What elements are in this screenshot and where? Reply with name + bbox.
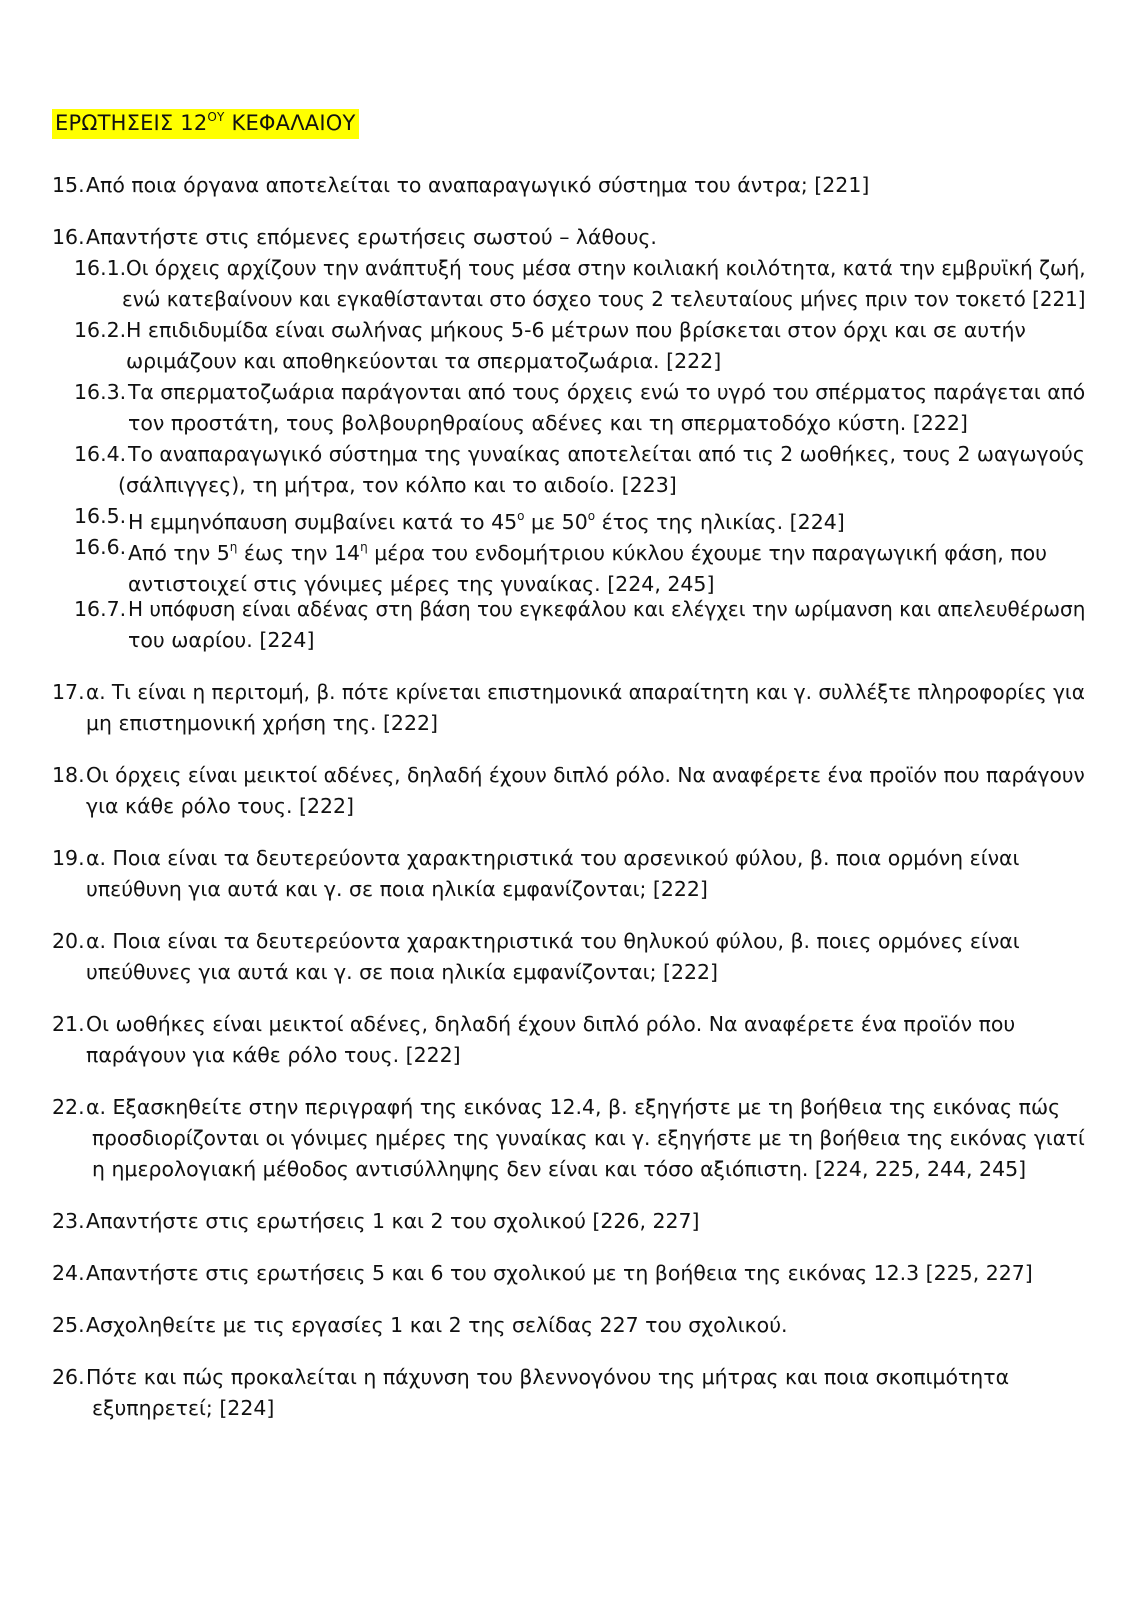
question-text: Απαντήστε στις ερωτήσεις 1 και 2 του σχολικού [226, 227]	[86, 1209, 700, 1233]
question-number: 16.	[52, 225, 85, 249]
question-text: α. Ποια είναι τα δευτερεύοντα χαρακτηριστικά του θηλυκού φύλου, β. ποιες ορμόνες είναι	[86, 929, 1020, 953]
subquestion-16-2	[74, 315, 1064, 377]
subquestion-number: 16.6.	[74, 535, 127, 559]
highlighted-title: ΕΡΩΤΗΣΕΙΣ $12^{O\Upsilon}$ ΚΕΦΑΛΑΙΟΥ	[52, 109, 359, 139]
question-text: Απαντήστε στις επόμενες ερωτήσεις σωστού – λάθους.	[86, 225, 657, 249]
question-text: προσδιορίζονται οι γόνιμες ημέρες της γυναίκας και γ. εξηγήστε με τη βοήθεια της εικόνας γιατί	[92, 1126, 1085, 1150]
question-text: α. Εξασκηθείτε στην περιγραφή της εικόνας 12.4, β. εξηγήστε με τη βοήθεια της εικόνας πώς	[86, 1095, 1061, 1119]
question-text: Από ποια όργανα αποτελείται το αναπαραγωγικό σύστημα του άντρα; [221]	[86, 173, 870, 197]
subquestion-line: Η επιδιδυμίδα είναι σωλήνας μήκους 5-6 μέτρων που βρίσκεται στον όρχι και σε αυτήν	[126, 318, 1026, 342]
question-text: Οι ωοθήκες είναι μεικτοί αδένες, δηλαδή έχουν διπλό ρόλο. Να αναφέρετε ένα προϊόν που	[86, 1012, 1016, 1036]
question-number: 19.	[52, 846, 85, 870]
question-number: 17.	[52, 680, 85, 704]
subquestion-line: του ωαρίου. [224]	[128, 628, 315, 652]
question-text: για κάθε ρόλο τους. [222]	[86, 794, 354, 818]
question-number: 25.	[52, 1313, 85, 1337]
subquestion-line: Το αναπαραγωγικό σύστημα της γυναίκας αποτελείται από τις 2 ωοθήκες, τους 2 ωαγωγούς	[128, 442, 1085, 466]
question-number: 24.	[52, 1261, 85, 1285]
question-25	[52, 1310, 1087, 1341]
question-text: Πότε και πώς προκαλείται η πάχυνση του βλεννογόνου της μήτρας και ποια σκοπιμότητα	[86, 1365, 1010, 1389]
subquestion-number: 16.2.	[74, 318, 127, 342]
subquestion-16-4	[74, 439, 1085, 501]
question-26	[52, 1362, 1087, 1424]
subquestion-16-6	[74, 532, 1064, 600]
subquestion-line: Οι όρχεις αρχίζουν την ανάπτυξή τους μέσα στην κοιλιακή κοιλότητα, κατά την εμβρυϊκή ζωή,	[126, 256, 1086, 280]
question-number: 18.	[52, 763, 85, 787]
question-text: υπεύθυνη για αυτά και γ. σε ποια ηλικία εμφανίζονται; [222]	[86, 877, 708, 901]
question-text: υπεύθυνες για αυτά και γ. σε ποια ηλικία εμφανίζονται; [222]	[86, 960, 719, 984]
subquestion-16-7	[74, 594, 1086, 656]
subquestion-line: τον προστάτη, τους βολβουρηθραίους αδένες και τη σπερματοδόχο κύστη. [222]	[128, 411, 968, 435]
question-text: Απαντήστε στις ερωτήσεις 5 και 6 του σχολικού με τη βοήθεια της εικόνας 12.3 [225, 227]	[86, 1261, 1033, 1285]
question-number: 20.	[52, 929, 85, 953]
question-23	[52, 1206, 1087, 1237]
question-text: α. Ποια είναι τα δευτερεύοντα χαρακτηριστικά του αρσενικού φύλου, β. ποια ορμόνη είναι	[86, 846, 1020, 870]
question-number: 15.	[52, 173, 85, 197]
subquestion-line: ωριμάζουν και αποθηκεύονται τα σπερματοζωάρια. [222]	[126, 349, 722, 373]
question-text: παράγουν για κάθε ρόλο τους. [222]	[86, 1043, 461, 1067]
subquestion-line: Τα σπερματοζωάρια παράγονται από τους όρχεις ενώ το υγρό του σπέρματος παράγεται από	[128, 380, 1086, 404]
subquestion-number: 16.1.	[74, 256, 127, 280]
question-text: εξυπηρετεί; [224]	[92, 1396, 275, 1420]
subquestion-number: 16.5.	[74, 504, 127, 528]
subquestion-line: Η υπόφυση είναι αδένας στη βάση του εγκεφάλου και ελέγχει την ωρίμανση και απελευθέρωση	[128, 597, 1086, 621]
question-text: α. Τι είναι η περιτομή, β. πότε κρίνεται επιστημονικά απαραίτητη και γ. συλλέξτε πληροφορίες για	[86, 680, 1085, 704]
question-21	[52, 1009, 1087, 1071]
subquestion-line: Από την $5^\eta$ έως την $14^\eta$ μέρα του ενδομήτριου κύκλου έχουμε την παραγωγική φάση, που	[128, 540, 1047, 565]
question-number: 26.	[52, 1365, 85, 1389]
subquestion-line: Η εμμηνόπαυση συμβαίνει κατά το $45^o$ με $50^o$ έτος της ηλικίας. [224]	[128, 509, 845, 534]
question-19	[52, 843, 1087, 905]
question-text: μη επιστημονική χρήση της. [222]	[86, 711, 438, 735]
question-16	[52, 222, 1087, 253]
page-title	[52, 110, 359, 135]
question-17	[52, 677, 1087, 739]
subquestion-number: 16.3.	[74, 380, 127, 404]
subquestion-line: ενώ κατεβαίνουν και εγκαθίστανται στο όσχεο τους 2 τελευταίους μήνες πριν τον τοκετό [221]	[122, 287, 1086, 311]
question-22	[52, 1092, 1087, 1185]
question-20	[52, 926, 1087, 988]
question-number: 21.	[52, 1012, 85, 1036]
subquestion-number: 16.7.	[74, 597, 127, 621]
question-text: Ασχοληθείτε με τις εργασίες 1 και 2 της σελίδας 227 του σχολικού.	[86, 1313, 788, 1337]
subquestion-line: (σάλπιγγες), τη μήτρα, τον κόλπο και το αιδοίο. [223]	[118, 473, 677, 497]
subquestion-line: αντιστοιχεί στις γόνιμες μέρες της γυναίκας. [224, 245]	[128, 572, 715, 596]
question-15	[52, 170, 1087, 201]
question-number: 22.	[52, 1095, 85, 1119]
question-text: η ημερολογιακή μέθοδος αντισύλληψης δεν είναι και τόσο αξιόπιστη. [224, 225, 244, 245]	[92, 1157, 1027, 1181]
subquestion-16-1	[74, 253, 1086, 315]
question-number: 23.	[52, 1209, 85, 1233]
question-text: Οι όρχεις είναι μεικτοί αδένες, δηλαδή έχουν διπλό ρόλο. Να αναφέρετε ένα προϊόν που παράγουν	[86, 763, 1085, 787]
question-24	[52, 1258, 1087, 1289]
question-18	[52, 760, 1087, 822]
subquestion-16-3	[74, 377, 1086, 439]
subquestion-number: 16.4.	[74, 442, 127, 466]
